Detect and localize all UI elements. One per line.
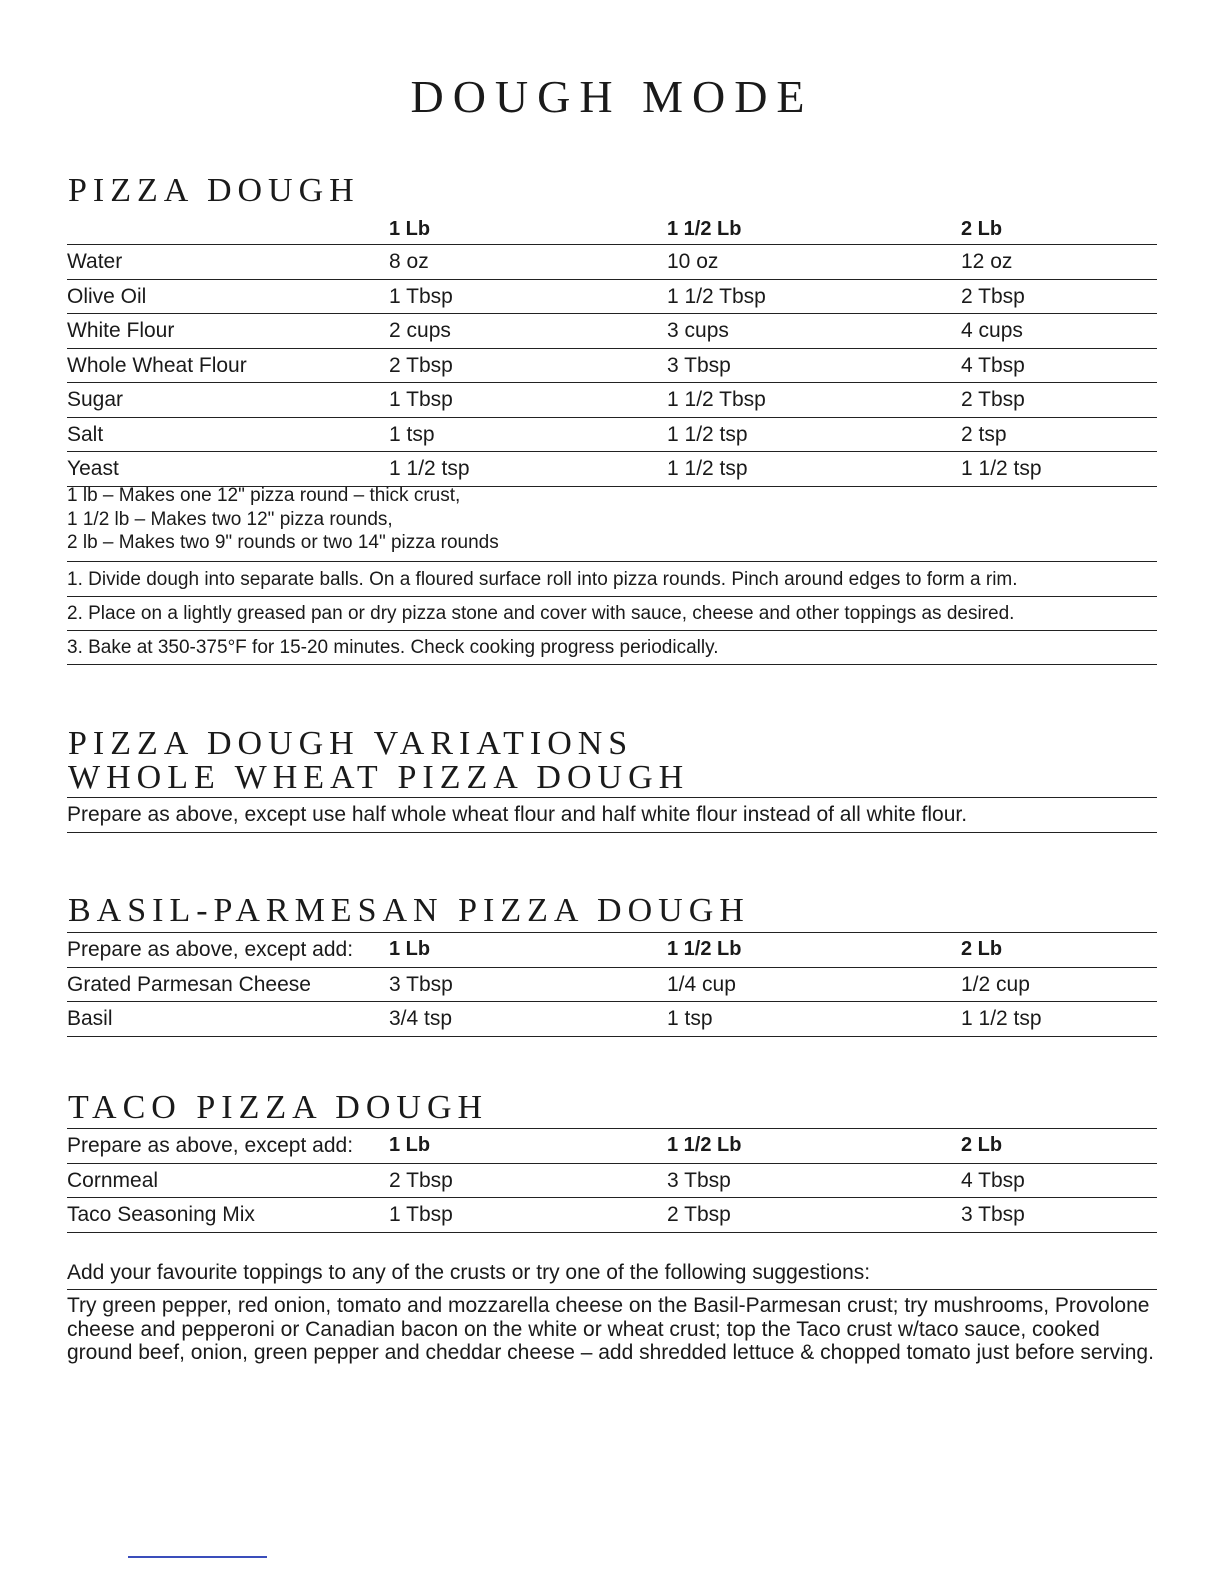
amount-1lb: 1 Tbsp <box>389 1203 453 1226</box>
col-header-1-5lb: 1 1/2 Lb <box>667 1134 742 1156</box>
amount-1lb: 2 Tbsp <box>389 353 453 377</box>
table-row <box>67 383 1157 418</box>
amount-1lb: 1 tsp <box>389 422 435 446</box>
table-header-row <box>67 214 1157 245</box>
instruction-step: 1. Divide dough into separate balls. On a floured surface roll into pizza rounds. Pinch around edges to form a rim. <box>67 563 1157 597</box>
amount-1-5lb: 3 Tbsp <box>667 1168 731 1192</box>
table-row <box>67 280 1157 315</box>
amount-1lb: 3 Tbsp <box>389 972 453 996</box>
col-header-2lb: 2 Lb <box>961 218 1003 240</box>
yield-notes <box>67 484 1157 562</box>
amount-2lb: 4 Tbsp <box>961 1168 1025 1192</box>
amount-2lb: 12 oz <box>961 250 1013 273</box>
table-header-row <box>67 1129 1157 1164</box>
amount-2lb: 1 1/2 tsp <box>961 1007 1042 1030</box>
col-header-2lb: 2 Lb <box>961 938 1003 960</box>
amount-2lb: 2 tsp <box>961 422 1007 446</box>
prepare-note: Prepare as above, except add: <box>67 1134 354 1157</box>
amount-2lb: 2 Tbsp <box>961 388 1025 411</box>
basil-parmesan-title: BASIL-PARMESAN PIZZA DOUGH <box>68 892 750 929</box>
ingredient-name: Whole Wheat Flour <box>67 353 247 377</box>
amount-1lb: 1 Tbsp <box>389 284 453 308</box>
amount-1lb: 8 oz <box>389 250 429 273</box>
amount-1-5lb: 1/4 cup <box>667 972 736 996</box>
amount-2lb: 4 Tbsp <box>961 353 1025 377</box>
col-header-1-5lb: 1 1/2 Lb <box>667 218 742 240</box>
instruction-step: 3. Bake at 350-375°F for 15-20 minutes. Check cooking progress periodically. <box>67 631 1157 665</box>
yield-note: 2 lb – Makes two 9" rounds or two 14" pizza rounds <box>67 532 499 553</box>
pizza-dough-table <box>67 214 1157 487</box>
whole-wheat-title: WHOLE WHEAT PIZZA DOUGH <box>68 759 690 796</box>
yield-note: 1 lb – Makes one 12" pizza round – thick crust, <box>67 485 461 506</box>
amount-1-5lb: 10 oz <box>667 250 719 273</box>
amount-1-5lb: 2 Tbsp <box>667 1203 731 1226</box>
amount-1-5lb: 1 1/2 Tbsp <box>667 388 766 411</box>
ingredient-name: Taco Seasoning Mix <box>67 1203 255 1226</box>
yield-note: 1 1/2 lb – Makes two 12" pizza rounds, <box>67 508 393 530</box>
table-row <box>67 418 1157 453</box>
ingredient-name: Salt <box>67 422 104 446</box>
instruction-step: 2. Place on a lightly greased pan or dry pizza stone and cover with sauce, cheese and other toppings as desired. <box>67 597 1157 631</box>
amount-1-5lb: 1 1/2 Tbsp <box>667 284 766 308</box>
ingredient-name: Olive Oil <box>67 284 147 308</box>
table-row <box>67 349 1157 384</box>
taco-pizza-table <box>67 1128 1157 1233</box>
amount-1-5lb: 1 1/2 tsp <box>667 457 748 480</box>
table-row <box>67 1164 1157 1199</box>
amount-1-5lb: 1 tsp <box>667 1007 713 1030</box>
ingredient-name: Grated Parmesan Cheese <box>67 972 311 996</box>
amount-1lb: 1 Tbsp <box>389 388 453 411</box>
ingredient-name: Water <box>67 250 123 273</box>
ingredient-name: Sugar <box>67 388 124 411</box>
ingredient-name: White Flour <box>67 319 175 342</box>
ingredient-name: Basil <box>67 1007 113 1030</box>
page-title: DOUGH MODE <box>410 71 814 122</box>
table-row <box>67 1198 1157 1233</box>
amount-2lb: 1/2 cup <box>961 972 1030 996</box>
variations-title: PIZZA DOUGH VARIATIONS <box>68 725 634 762</box>
table-row <box>67 1002 1157 1037</box>
col-header-1-5lb: 1 1/2 Lb <box>667 938 742 960</box>
amount-1lb: 1 1/2 tsp <box>389 457 470 480</box>
prepare-note: Prepare as above, except add: <box>67 938 354 961</box>
table-row <box>67 968 1157 1003</box>
whole-wheat-text: Prepare as above, except use half whole wheat flour and half white flour instead of all white flour. <box>67 797 1157 833</box>
amount-2lb: 1 1/2 tsp <box>961 457 1042 480</box>
toppings-suggestions: Try green pepper, red onion, tomato and mozzarella cheese on the Basil-Parmesan crust; try mushrooms, Provolone cheese and pepperoni or Canadian bacon on the white or wheat crust; top the Taco crust w/taco sauce, cooked ground beef, onion, green pepper and cheddar cheese – add shredded lettuce & chopped tomato just before serving. <box>67 1294 1154 1364</box>
table-row <box>67 245 1157 280</box>
amount-1-5lb: 3 Tbsp <box>667 353 731 377</box>
col-header-2lb: 2 Lb <box>961 1134 1003 1156</box>
taco-pizza-title: TACO PIZZA DOUGH <box>68 1089 489 1126</box>
toppings-intro: Add your favourite toppings to any of the crusts or try one of the following suggestions: <box>67 1259 1157 1290</box>
table-header-row <box>67 933 1157 968</box>
amount-2lb: 3 Tbsp <box>961 1203 1025 1226</box>
amount-1lb: 2 cups <box>389 319 451 342</box>
amount-2lb: 4 cups <box>961 319 1023 342</box>
amount-1lb: 3/4 tsp <box>389 1007 453 1030</box>
pizza-dough-title: PIZZA DOUGH <box>68 172 360 209</box>
amount-2lb: 2 Tbsp <box>961 284 1025 308</box>
amount-1lb: 2 Tbsp <box>389 1168 453 1192</box>
ingredient-name: Yeast <box>67 457 119 480</box>
instruction-steps <box>67 563 1157 665</box>
table-row <box>67 314 1157 349</box>
col-header-1lb: 1 Lb <box>389 1134 431 1156</box>
amount-1-5lb: 1 1/2 tsp <box>667 422 748 446</box>
amount-1-5lb: 3 cups <box>667 319 729 342</box>
basil-parmesan-table <box>67 932 1157 1037</box>
table-row <box>67 452 1157 487</box>
col-header-1lb: 1 Lb <box>389 938 431 960</box>
col-header-1lb: 1 Lb <box>389 218 431 240</box>
footer-divider <box>128 1556 267 1558</box>
ingredient-name: Cornmeal <box>67 1168 159 1192</box>
